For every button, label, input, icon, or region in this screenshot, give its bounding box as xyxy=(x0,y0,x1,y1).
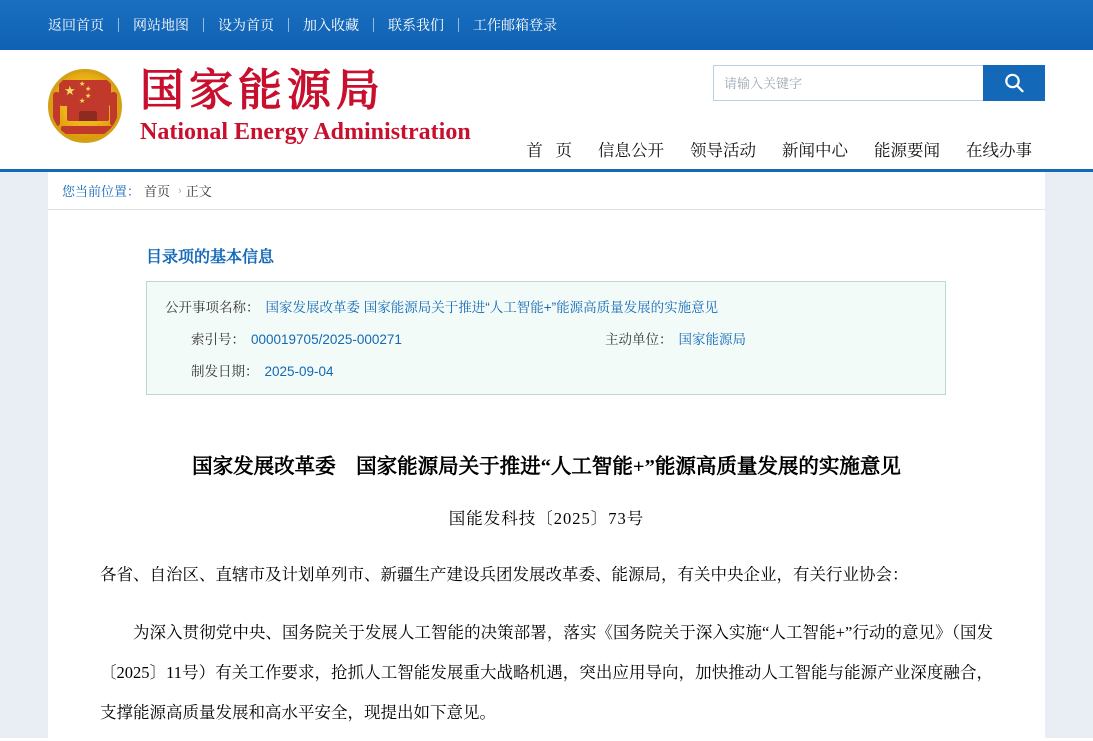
page-background xyxy=(0,172,1093,738)
main-navigation xyxy=(513,137,1045,161)
meta-cell-index xyxy=(165,328,605,348)
meta-row-date xyxy=(165,360,927,380)
nav-item-energy-news[interactable]: 能源要闻 xyxy=(874,142,940,160)
topbar-link-home[interactable]: 返回首页 xyxy=(48,18,119,32)
nav-item-online-services[interactable]: 在线办事 xyxy=(966,142,1032,160)
meta-value-index: 000019705/2025-000271 xyxy=(251,332,402,347)
meta-value-date: 2025-09-04 xyxy=(264,364,334,379)
nav-item-leader-activities[interactable]: 领导活动 xyxy=(690,142,756,160)
article-title: 国家发展改革委 国家能源局关于推进“人工智能+”能源高质量发展的实施意见 xyxy=(192,456,901,478)
topbar-link-sitemap[interactable]: 网站地图 xyxy=(119,18,204,32)
breadcrumb-label: 您当前位置： xyxy=(62,184,141,199)
nav-item-home[interactable]: 首 页 xyxy=(526,142,576,160)
meta-value-owner: 国家能源局 xyxy=(678,332,746,347)
metadata-box xyxy=(146,281,946,395)
top-utility-bar xyxy=(0,0,1093,50)
search-button[interactable] xyxy=(983,65,1045,101)
meta-row-name xyxy=(165,296,927,316)
breadcrumb-home[interactable]: 首页 xyxy=(144,184,171,199)
content-container xyxy=(48,172,1045,738)
article-paragraph-1: 为深入贯彻党中央、国务院关于发展人工智能的决策部署，落实《国务院关于深入实施“人工智能+”行动的意见》（国发〔2025〕11号）有关工作要求，抢抓人工智能发展重大战略机遇，突出应用导向，加快推动人工智能与能源产业深度融合，支撑能源高质量发展和高水平安全，现提出如下意见。 xyxy=(100,623,993,722)
meta-section-title: 目录项的基本信息 xyxy=(146,249,275,266)
meta-label-index: 索引号： xyxy=(191,332,245,347)
topbar-link-mail-login[interactable]: 工作邮箱登录 xyxy=(473,17,557,33)
site-search xyxy=(713,65,1045,101)
article-document-number: 国能发科技〔2025〕73号 xyxy=(448,509,645,528)
topbar-link-contact[interactable]: 联系我们 xyxy=(374,18,459,32)
meta-cell-date xyxy=(165,360,605,380)
topbar-link-set-homepage[interactable]: 设为首页 xyxy=(204,18,289,32)
meta-value-name: 国家发展改革委 国家能源局关于推进“人工智能+”能源高质量发展的实施意见 xyxy=(265,300,719,315)
site-logo[interactable] xyxy=(48,66,471,146)
site-title-en: National Energy Administration xyxy=(140,119,471,145)
national-emblem-icon: ★ ★ ★ ★ ★ xyxy=(48,69,122,143)
site-title-cn: 国家能源局 xyxy=(140,66,385,115)
site-header xyxy=(0,50,1093,172)
meta-label-name: 公开事项名称： xyxy=(165,300,260,315)
meta-cell-owner xyxy=(605,328,746,348)
search-input[interactable] xyxy=(713,65,983,101)
article-paragraph-salutation: 各省、自治区、直辖市及计划单列市、新疆生产建设兵团发展改革委、能源局，有关中央企业，有关行业协会： xyxy=(100,565,909,584)
nav-item-news-center[interactable]: 新闻中心 xyxy=(782,142,848,160)
breadcrumb-separator-icon: › xyxy=(178,184,182,197)
topbar-link-add-favorite[interactable]: 加入收藏 xyxy=(289,18,374,32)
meta-label-owner: 主动单位： xyxy=(605,332,673,347)
document-body xyxy=(48,210,1045,733)
meta-label-date: 制发日期： xyxy=(191,364,259,379)
breadcrumb xyxy=(48,172,1045,210)
meta-row-index-owner xyxy=(165,328,927,348)
nav-item-info-disclosure[interactable]: 信息公开 xyxy=(598,142,664,160)
breadcrumb-current: 正文 xyxy=(185,184,212,199)
search-icon xyxy=(1002,71,1026,95)
